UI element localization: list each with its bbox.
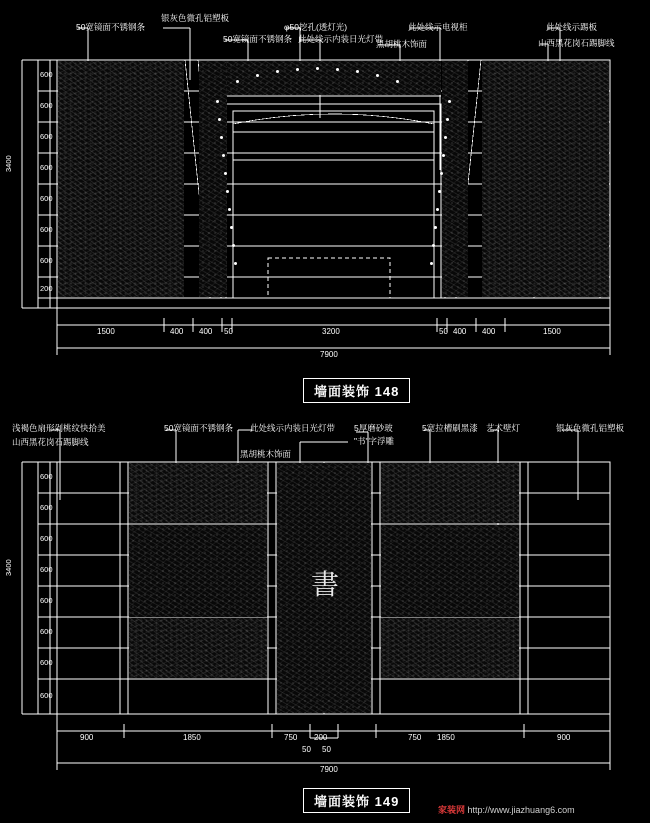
hdim-p1-4: 3200 xyxy=(322,327,340,336)
vdim-p1-2: 600 xyxy=(40,132,53,141)
stone-band-p2-e xyxy=(129,525,267,617)
stone-band-p2-b xyxy=(129,618,267,678)
callout-p2-9: 艺术壁灯 xyxy=(486,423,521,433)
vdim-p2-0: 600 xyxy=(40,472,53,481)
callout-p1-2: 银灰色微孔铝塑板 xyxy=(161,13,230,23)
callout-p1-5: 此处线示内装日光灯带 xyxy=(298,34,384,44)
sub-dim-p2-1: 50 xyxy=(322,745,331,754)
watermark-brand: 家装网 xyxy=(438,805,466,815)
callout-p1-7: 黑胡桃木饰面 xyxy=(376,39,428,49)
vdim-p2-6: 600 xyxy=(40,658,53,667)
callout-p1-1: 50宽镜面不锈钢条 xyxy=(76,22,145,32)
hdim-p1-7: 400 xyxy=(482,327,496,336)
hdim-p1-8: 1500 xyxy=(543,327,561,336)
vdim-p2-5: 600 xyxy=(40,627,53,636)
sub-dim-p2-0: 50 xyxy=(302,745,311,754)
callout-p1-3: 50宽镜面不锈钢条 xyxy=(223,34,292,44)
callout-p1-9: 山西黑花岗石踢脚线 xyxy=(538,38,615,48)
vdim-p1-7: 200 xyxy=(40,284,53,293)
hdim-p1-total: 7900 xyxy=(320,350,338,359)
vdim-p1-total: 3400 xyxy=(4,155,13,172)
hdim-p2-5: 1850 xyxy=(437,733,455,742)
vdim-p1-3: 600 xyxy=(40,163,53,172)
callout-p2-10: 银灰色微孔铝塑板 xyxy=(556,423,625,433)
vdim-p1-6: 600 xyxy=(40,256,53,265)
vdim-p2-total: 3400 xyxy=(4,559,13,576)
vdim-p1-1: 600 xyxy=(40,101,53,110)
hdim-p2-4: 750 xyxy=(408,733,422,742)
callout-p2-5: 黑胡桃木饰面 xyxy=(240,449,292,459)
callout-p2-7: "书"字浮雕 xyxy=(354,436,395,446)
vdim-p2-3: 600 xyxy=(40,565,53,574)
stone-band-p2-d xyxy=(381,618,519,678)
hdim-p1-2: 400 xyxy=(199,327,213,336)
hdim-p1-5: 50 xyxy=(439,327,448,336)
vdim-p1-4: 600 xyxy=(40,194,53,203)
callout-p1-6: 此处线示电视柜 xyxy=(408,22,468,32)
hdim-p2-total: 7900 xyxy=(320,765,338,774)
callout-p2-2: 山西黑花岗石踢脚线 xyxy=(12,437,89,447)
watermark-url: http://www.jiazhuang6.com xyxy=(467,805,575,815)
stone-band-p2-a xyxy=(129,463,267,523)
panel-2-title: 墙面装饰 149 xyxy=(303,788,410,813)
callout-p2-3: 50宽镜面不锈钢条 xyxy=(164,423,233,433)
vdim-p1-5: 600 xyxy=(40,225,53,234)
callout-p2-4: 此处线示内装日光灯带 xyxy=(250,423,336,433)
vdim-p2-2: 600 xyxy=(40,534,53,543)
hdim-p2-1: 1850 xyxy=(183,733,201,742)
hdim-p1-6: 400 xyxy=(453,327,467,336)
hdim-p1-1: 400 xyxy=(170,327,184,336)
hdim-p2-6: 900 xyxy=(557,733,571,742)
hdim-p2-2: 750 xyxy=(284,733,298,742)
vdim-p2-4: 600 xyxy=(40,596,53,605)
callout-p2-6: 5厚磨砂玻 xyxy=(354,423,393,433)
vdim-p1-0: 600 xyxy=(40,70,53,79)
hdim-p1-3: 50 xyxy=(224,327,233,336)
stone-band-p2-c xyxy=(381,463,519,523)
hdim-p2-3: 200 xyxy=(314,733,328,742)
medallion-character: 書 xyxy=(310,570,339,601)
hdim-p1-0: 1500 xyxy=(97,327,115,336)
stone-band-p2-f xyxy=(381,525,519,617)
vdim-p2-7: 600 xyxy=(40,691,53,700)
callout-p1-8: 此处线示踢板 xyxy=(546,22,598,32)
callout-p1-4: φ50挖孔(透灯光) xyxy=(284,22,348,32)
callout-p2-1: 浅褐色扇形剁桃纹快拾美 xyxy=(12,423,106,433)
panel-2-title-box xyxy=(303,788,410,813)
hdim-p2-0: 900 xyxy=(80,733,94,742)
callout-p2-8: 5宽拉槽刷黑漆 xyxy=(422,423,478,433)
vdim-p2-1: 600 xyxy=(40,503,53,512)
panel-1-title-box xyxy=(303,378,410,403)
panel-1-title: 墙面装饰 148 xyxy=(303,378,410,403)
watermark xyxy=(438,803,575,816)
